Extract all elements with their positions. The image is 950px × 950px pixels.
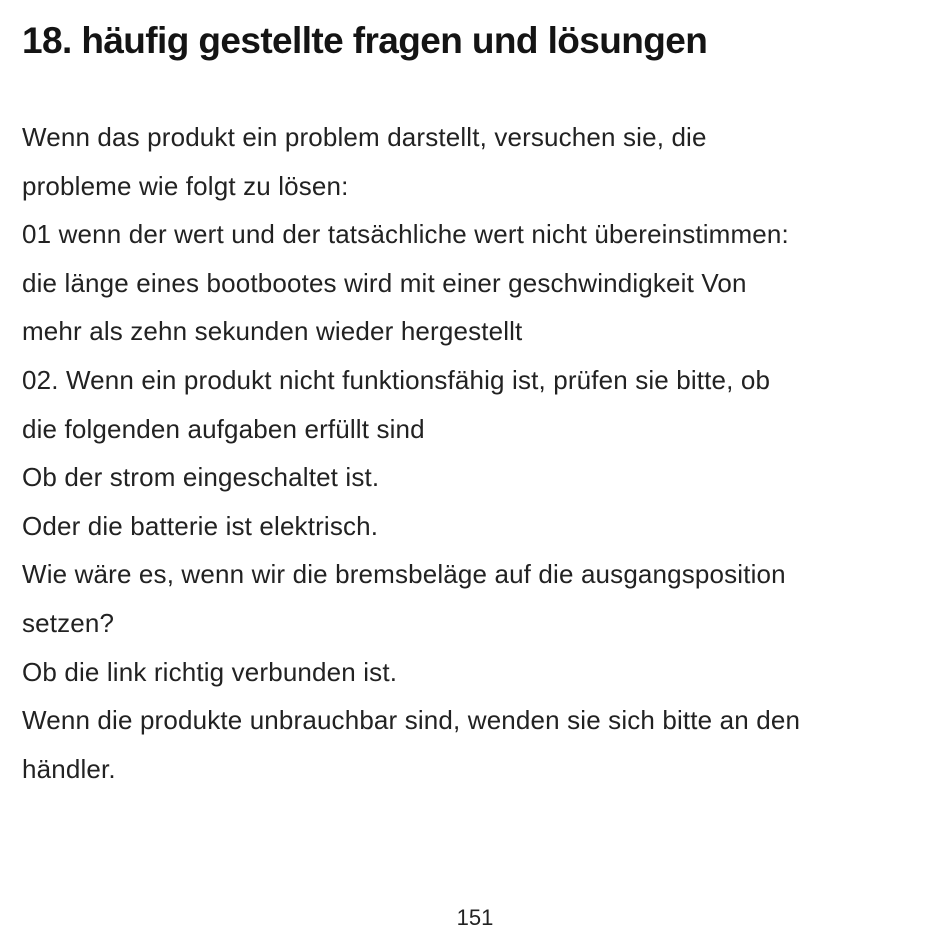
text-line: händler. [22,753,116,784]
text-line: Wie wäre es, wenn wir die bremsbeläge auf die ausgangsposition [22,559,786,590]
text-line: 02. Wenn ein produkt nicht funktionsfähig ist, prüfen sie bitte, ob [22,364,771,395]
text-line: Wenn das produkt ein problem darstellt, versuchen sie, die [22,122,707,152]
text-line: setzen? [22,607,115,638]
text-line: die länge eines bootbootes wird mit einer geschwindigkeit Von [22,267,747,298]
text-line: probleme wie folgt zu lösen: [22,170,349,201]
text-line: 01 wenn der wert und der tatsächliche wert nicht übereinstimmen: [22,219,789,250]
text-line: Oder die batterie ist elektrisch. [22,510,379,541]
text-line: mehr als zehn sekunden wieder hergestellt [22,316,523,347]
page-title: 18. häufig gestellte fragen und lösungen [22,20,708,61]
text-line: Ob der strom eingeschaltet ist. [22,462,380,493]
text-line: die folgenden aufgaben erfüllt sind [22,413,425,444]
page-number: 151 [456,905,494,930]
text-line: Ob die link richtig verbunden ist. [22,656,398,687]
text-line: Wenn die produkte unbrauchbar sind, wenden sie sich bitte an den [22,705,801,736]
body-text [22,113,932,793]
